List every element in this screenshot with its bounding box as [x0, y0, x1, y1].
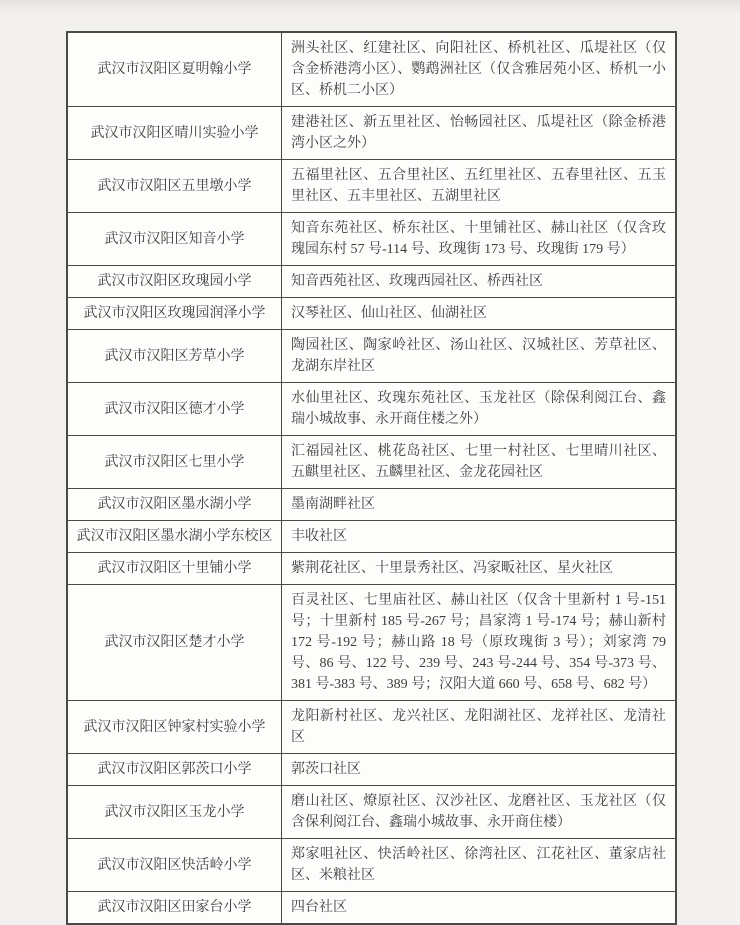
communities-cell: 洲头社区、红建社区、向阳社区、桥机社区、瓜堤社区（仅含金桥港湾小区）、鹦鹉洲社区（仅含雅居苑小区、桥机一小区、桥机二小区） [282, 32, 677, 107]
table-row [67, 213, 676, 266]
communities-cell: 墨南湖畔社区 [282, 489, 677, 521]
communities-cell: 建港社区、新五里社区、怡畅园社区、瓜堤社区（除金桥港湾小区之外） [282, 107, 677, 160]
communities-cell: 百灵社区、七里庙社区、赫山社区（仅含十里新村 1 号-151 号；十里新村 185 号-267 号；昌家湾 1 号-174 号；赫山新村 172 号-192 号；赫山路 18 号（原玫瑰街 3 号）；刘家湾 79 号、86 号、122 号、239 号、243 号-244 号、354 号-373 号、381 号-383 号、389 号；汉阳大道 660 号、658 号、682 号） [282, 585, 677, 701]
table-row [67, 754, 676, 786]
school-name-cell: 武汉市汉阳区墨水湖小学东校区 [67, 521, 282, 553]
table-row [67, 489, 676, 521]
school-name-cell: 武汉市汉阳区五里墩小学 [67, 160, 282, 213]
school-name-cell: 武汉市汉阳区芳草小学 [67, 330, 282, 383]
school-name-cell: 武汉市汉阳区快活岭小学 [67, 839, 282, 892]
school-name-cell: 武汉市汉阳区玫瑰园小学 [67, 266, 282, 298]
table-row [67, 786, 676, 839]
table-row [67, 892, 676, 925]
table-row [67, 32, 676, 107]
table-row [67, 107, 676, 160]
school-name-cell: 武汉市汉阳区夏明翰小学 [67, 32, 282, 107]
page-top-shade [0, 0, 740, 14]
communities-cell: 郑家咀社区、快活岭社区、徐湾社区、江花社区、董家店社区、米粮社区 [282, 839, 677, 892]
table-row [67, 701, 676, 754]
communities-cell: 紫荆花社区、十里景秀社区、冯家畈社区、星火社区 [282, 553, 677, 585]
communities-cell: 汇福园社区、桃花岛社区、七里一村社区、七里晴川社区、五麒里社区、五麟里社区、金龙花园社区 [282, 436, 677, 489]
school-community-table-body [67, 32, 676, 924]
communities-cell: 知音西苑社区、玫瑰西园社区、桥西社区 [282, 266, 677, 298]
table-row [67, 330, 676, 383]
school-name-cell: 武汉市汉阳区七里小学 [67, 436, 282, 489]
school-name-cell: 武汉市汉阳区十里铺小学 [67, 553, 282, 585]
communities-cell: 知音东苑社区、桥东社区、十里铺社区、赫山社区（仅含玫瑰园东村 57 号-114 号、玫瑰街 173 号、玫瑰街 179 号） [282, 213, 677, 266]
communities-cell: 五福里社区、五合里社区、五红里社区、五春里社区、五玉里社区、五丰里社区、五湖里社区 [282, 160, 677, 213]
school-name-cell: 武汉市汉阳区玫瑰园润泽小学 [67, 298, 282, 330]
table-row [67, 298, 676, 330]
school-name-cell: 武汉市汉阳区德才小学 [67, 383, 282, 436]
communities-cell: 水仙里社区、玫瑰东苑社区、玉龙社区（除保利阅江台、鑫瑞小城故事、永开商住楼之外） [282, 383, 677, 436]
table-row [67, 266, 676, 298]
school-name-cell: 武汉市汉阳区玉龙小学 [67, 786, 282, 839]
table-row [67, 839, 676, 892]
school-name-cell: 武汉市汉阳区钟家村实验小学 [67, 701, 282, 754]
school-name-cell: 武汉市汉阳区知音小学 [67, 213, 282, 266]
table-row [67, 553, 676, 585]
school-name-cell: 武汉市汉阳区墨水湖小学 [67, 489, 282, 521]
communities-cell: 汉琴社区、仙山社区、仙湖社区 [282, 298, 677, 330]
table-row [67, 436, 676, 489]
school-name-cell: 武汉市汉阳区楚才小学 [67, 585, 282, 701]
communities-cell: 磨山社区、燎原社区、汉沙社区、龙磨社区、玉龙社区（仅含保利阅江台、鑫瑞小城故事、永开商住楼） [282, 786, 677, 839]
communities-cell: 四台社区 [282, 892, 677, 925]
school-community-table-container [66, 31, 677, 925]
school-name-cell: 武汉市汉阳区田家台小学 [67, 892, 282, 925]
table-row [67, 585, 676, 701]
table-row [67, 383, 676, 436]
school-name-cell: 武汉市汉阳区晴川实验小学 [67, 107, 282, 160]
communities-cell: 陶园社区、陶家岭社区、汤山社区、汉城社区、芳草社区、龙湖东岸社区 [282, 330, 677, 383]
school-community-table [66, 31, 677, 925]
communities-cell: 龙阳新村社区、龙兴社区、龙阳湖社区、龙祥社区、龙清社区 [282, 701, 677, 754]
table-row [67, 160, 676, 213]
table-row [67, 521, 676, 553]
school-name-cell: 武汉市汉阳区郭茨口小学 [67, 754, 282, 786]
communities-cell: 郭茨口社区 [282, 754, 677, 786]
communities-cell: 丰收社区 [282, 521, 677, 553]
